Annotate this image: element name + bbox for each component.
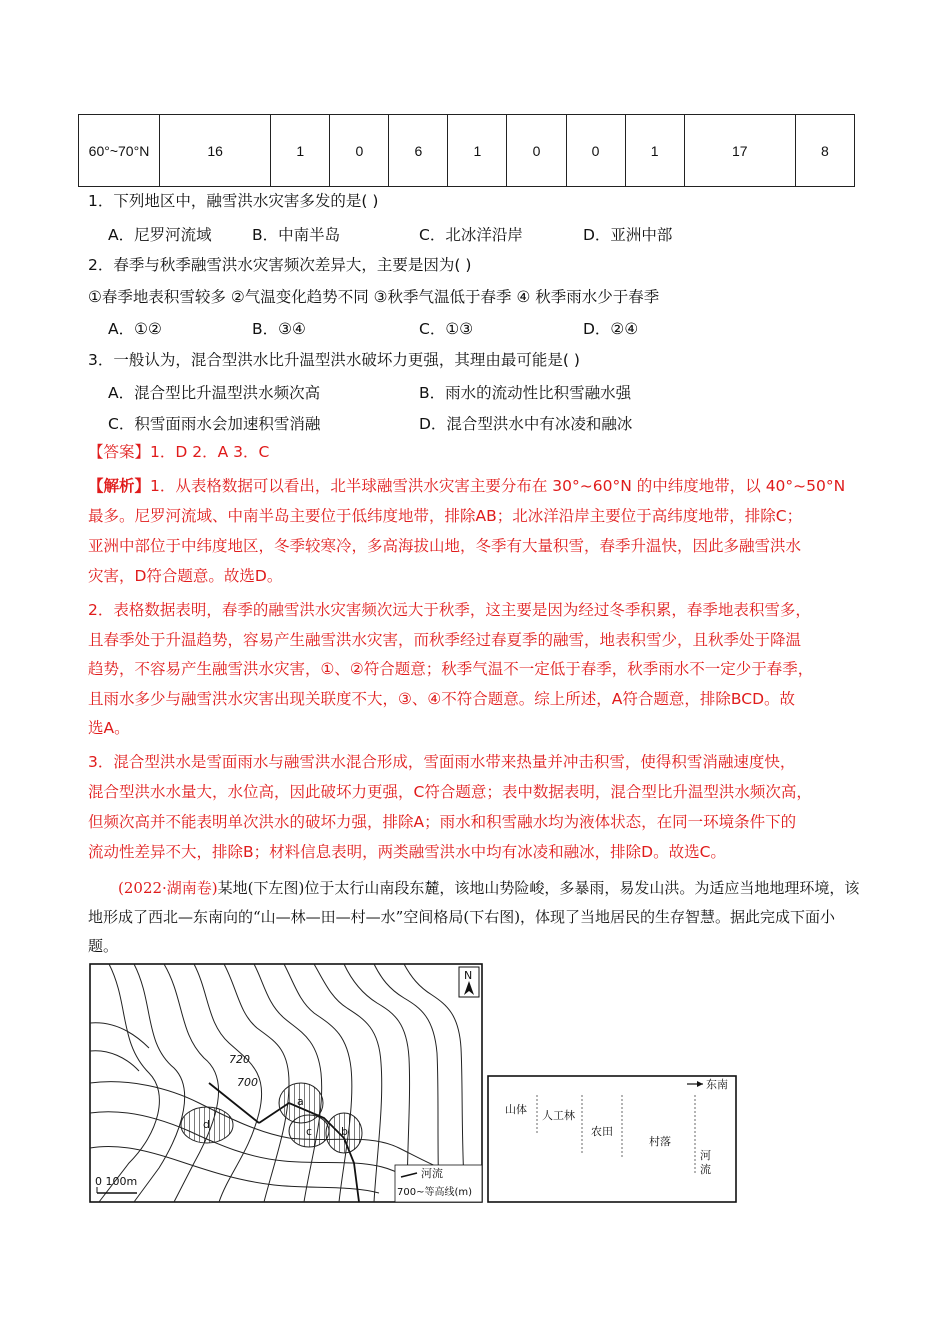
explanation-line: 混合型洪水水量大，水位高，因此破坏力更强，C符合题意；表中数据表明，混合型比升温型洪水频次高， <box>88 783 812 801</box>
q1-option-a: A．尼罗河流域 <box>108 226 212 244</box>
river-label-top: 河 <box>700 1149 711 1162</box>
area-c-label: c <box>306 1125 313 1138</box>
q3-option-a: A．混合型比升温型洪水频次高 <box>108 384 321 402</box>
area-a-label: a <box>297 1095 304 1108</box>
question-2-stem: 2．春季与秋季融雪洪水灾害频次差异大，主要是因为( ) <box>88 256 472 274</box>
answer-text: 1．D 2．A 3．C <box>150 443 270 461</box>
explanation-line: 且雨水多少与融雪洪水灾害出现关联度不大，③、④不符合题意。综上所述，A符合题意，排除BCD。故 <box>88 690 796 708</box>
explanation-line: 亚洲中部位于中纬度地区，冬季较寒冷，多高海拔山地，冬季有大量积雪，春季升温快，因此多融雪洪水 <box>88 537 802 555</box>
table-cell: 1 <box>625 115 684 187</box>
q2-option-c: C．①③ <box>419 320 474 338</box>
farmland-label: 农田 <box>591 1125 613 1138</box>
direction-label: 东南 <box>706 1078 728 1091</box>
intro-text: 某地(下左图)位于太行山南段东麓，该地山势险峻，多暴雨，易发山洪。为适应当地地理环境，该地形成了西北—东南向的“山—林—田—村—水”空间格局(下右图)，体现了当地居民的生存智慧。据此完成下面小题。 <box>88 879 860 955</box>
legend-contour: 700~等高线(m) <box>397 1187 473 1198</box>
river-label-bottom: 流 <box>700 1163 711 1176</box>
explanation-line: 灾害，D符合题意。故选D。 <box>88 567 283 585</box>
table-cell: 1 <box>448 115 507 187</box>
answer-line <box>88 442 269 462</box>
explanation-line: 选A。 <box>88 719 130 737</box>
answer-label: 【答案】 <box>88 443 151 461</box>
contour-700-label: 700 <box>237 1076 258 1089</box>
q1-option-b: B．中南半岛 <box>252 226 341 244</box>
source-tag: (2022·湖南卷) <box>118 879 218 897</box>
mountain-label: 山体 <box>505 1103 527 1116</box>
contour-map <box>89 963 483 1203</box>
q2-option-a: A．①② <box>108 320 162 338</box>
q1-option-d: D．亚洲中部 <box>583 226 673 244</box>
explanation-label: 【解析】 <box>88 477 151 495</box>
flood-data-table <box>78 114 855 187</box>
table-cell: 16 <box>160 115 271 187</box>
q3-option-b: B．雨水的流动性比积雪融水强 <box>419 384 632 402</box>
forest-label: 人工林 <box>542 1109 575 1122</box>
explanation-line: 但频次高并不能表明单次洪水的破坏力强，排除A；雨水和积雪融水均为液体状态，在同一环境条件下的 <box>88 813 797 831</box>
explanation-line: 趋势，不容易产生融雪洪水灾害，①、②符合题意；秋季气温不一定低于春季，秋季雨水不一定少于春季， <box>88 660 814 678</box>
q1-option-c: C．北冰洋沿岸 <box>419 226 523 244</box>
scale-label: 0 100m <box>95 1175 138 1188</box>
village-label: 村落 <box>649 1135 671 1148</box>
table-cell: 60°~70°N <box>79 115 160 187</box>
explanation-line: 且春季处于升温趋势，容易产生融雪洪水灾害，而秋季经过春夏季的融雪，地表积雪少，且秋季处于降温 <box>88 631 802 649</box>
explanation-text: 1．从表格数据可以看出，北半球融雪洪水灾害主要分布在 30°~60°N 的中纬度地带，以 40°~50°N <box>150 477 846 495</box>
q3-option-d: D．混合型洪水中有冰凌和融冰 <box>419 415 633 433</box>
table-cell: 6 <box>389 115 448 187</box>
question-3-stem: 3．一般认为，混合型洪水比升温型洪水破坏力更强，其理由最可能是( ) <box>88 351 580 369</box>
table-cell: 0 <box>507 115 566 187</box>
table-cell: 0 <box>330 115 389 187</box>
profile-diagram <box>487 1075 737 1203</box>
explanation-line: 2．表格数据表明，春季的融雪洪水灾害频次远大于秋季，这主要是因为经过冬季积累，春季地表积雪多， <box>88 601 811 619</box>
table-cell: 8 <box>795 115 854 187</box>
explanation-line <box>88 476 845 496</box>
question-1-stem: 1．下列地区中，融雪洪水灾害多发的是( ) <box>88 192 379 210</box>
area-b-label: b <box>341 1125 348 1138</box>
q3-option-c: C．积雪面雨水会加速积雪消融 <box>108 415 321 433</box>
area-d-label: d <box>203 1118 210 1131</box>
contour-720-label: 720 <box>229 1053 250 1066</box>
q2-option-d: D．②④ <box>583 320 639 338</box>
question-2-statements: ①春季地表积雪较多 ②气温变化趋势不同 ③秋季气温低于春季 ④ 秋季雨水少于春季 <box>88 288 660 306</box>
legend-river: 河流 <box>421 1167 443 1180</box>
north-label: N <box>464 969 473 982</box>
intro-paragraph <box>88 874 863 961</box>
table-cell: 17 <box>684 115 795 187</box>
table-cell: 1 <box>271 115 330 187</box>
explanation-line: 流动性差异不大，排除B；材料信息表明，两类融雪洪水中均有冰凌和融冰，排除D。故选C。 <box>88 843 726 861</box>
table-row <box>79 115 855 187</box>
table-cell: 0 <box>566 115 625 187</box>
explanation-line: 3．混合型洪水是雪面雨水与融雪洪水混合形成，雪面雨水带来热量并冲击积雪，使得积雪消融速度快， <box>88 753 796 771</box>
explanation-line: 最多。尼罗河流域、中南半岛主要位于低纬度地带，排除AB；北冰洋沿岸主要位于高纬度地带，排除C； <box>88 507 803 525</box>
q2-option-b: B．③④ <box>252 320 306 338</box>
